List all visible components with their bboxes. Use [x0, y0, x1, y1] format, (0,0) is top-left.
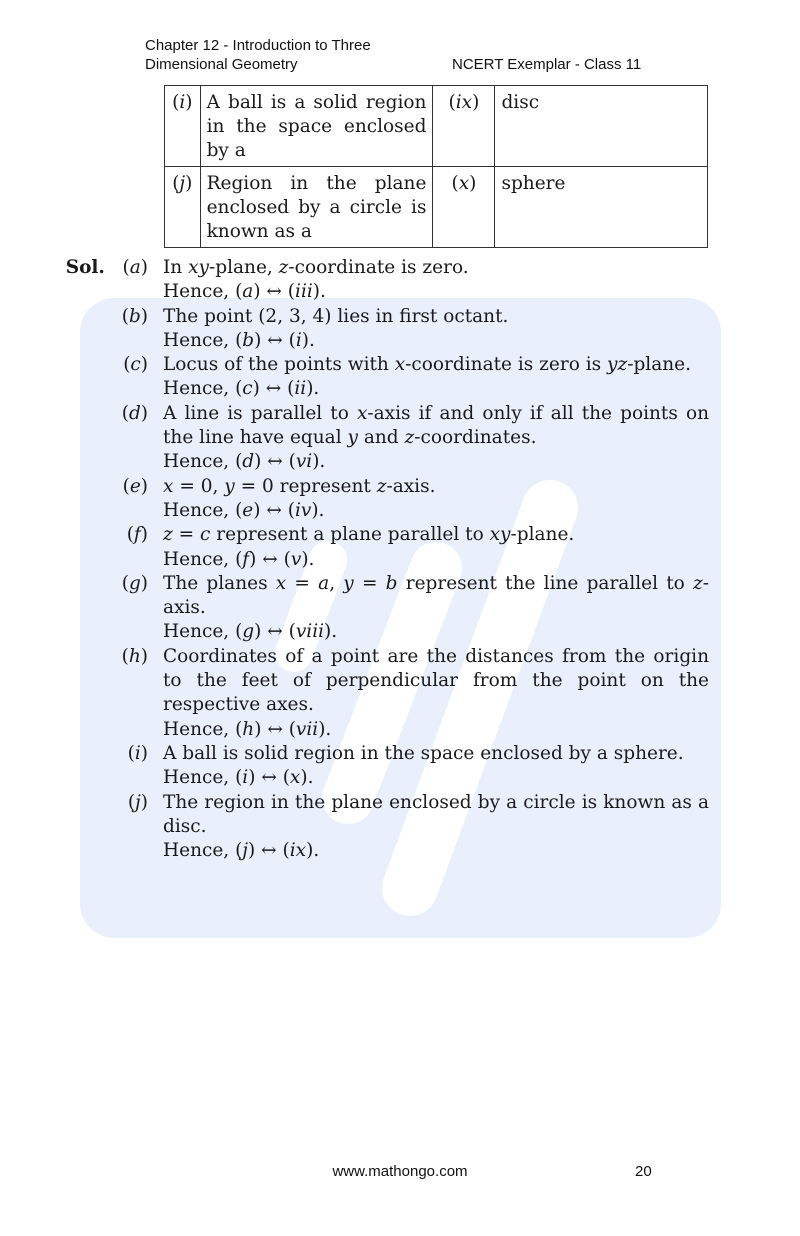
- solution-item-label: (d): [121, 402, 148, 424]
- solution-item-hence: Hence, (a) ↔ (iii).: [163, 281, 326, 303]
- solution-item: [0, 353, 800, 402]
- table-row: [165, 86, 708, 167]
- solution-item-hence: Hence, (i) ↔ (x).: [163, 767, 314, 789]
- footer-url: www.mathongo.com: [332, 1163, 468, 1180]
- solution-item-hence: Hence, (c) ↔ (ii).: [163, 378, 320, 400]
- solution-item-text: In xy-plane, z-coordinate is zero.: [163, 257, 469, 278]
- solution-item-hence: Hence, (h) ↔ (vii).: [163, 718, 332, 740]
- solution-item-hence: Hence, (d) ↔ (vi).: [163, 451, 326, 473]
- solution-item-text: A line is parallel to x-axis if and only if all the points on the line have equal y and z-coordinates.: [163, 402, 709, 449]
- solution-item: [0, 791, 800, 864]
- solution-item-text: The point (2, 3, 4) lies in first octant.: [163, 305, 509, 327]
- chapter-title-line2: Dimensional Geometry: [145, 56, 298, 73]
- solution-item-hence: Hence, (j) ↔ (ix).: [163, 840, 320, 862]
- solution-item-label: (g): [121, 572, 148, 594]
- solution-item-label: (f): [126, 524, 148, 546]
- solution-item: [0, 572, 800, 645]
- solution-item: [0, 256, 800, 305]
- row-answer-index: (ix): [433, 86, 495, 167]
- row-answer-index: (x): [433, 167, 495, 248]
- row-answer: disc: [495, 86, 708, 167]
- row-index: (i): [165, 86, 201, 167]
- solution-item-label: (j): [127, 791, 148, 813]
- solution-item: [0, 305, 800, 354]
- chapter-title-line1: Chapter 12 - Introduction to Three: [145, 37, 371, 54]
- solution-item-text: A ball is solid region in the space enclosed by a sphere.: [163, 742, 684, 764]
- solution-item-text: z = c represent a plane parallel to xy-plane.: [163, 524, 575, 546]
- solution-item: [0, 742, 800, 791]
- solution-item-label: (h): [121, 645, 148, 667]
- row-statement: A ball is a solid region in the space enclosed by a: [200, 86, 433, 167]
- solution-item: [0, 523, 800, 572]
- solution-item-hence: Hence, (b) ↔ (i).: [163, 329, 315, 351]
- solution-label: Sol.: [65, 257, 105, 278]
- solution-item-text: Coordinates of a point are the distances from the origin to the feet of perpendicular from the point on the respective axes.: [163, 645, 709, 716]
- solution-block: [0, 256, 800, 863]
- solution-item-hence: Hence, (e) ↔ (iv).: [163, 499, 325, 521]
- row-index: (j): [165, 167, 201, 248]
- solution-item-label: (c): [123, 354, 148, 376]
- page-header-book: NCERT Exemplar - Class 11: [452, 56, 642, 73]
- matching-table: [164, 85, 708, 248]
- row-answer: sphere: [495, 167, 708, 248]
- solution-item-text: x = 0, y = 0 represent z-axis.: [163, 475, 436, 497]
- solution-item-hence: Hence, (g) ↔ (viii).: [163, 621, 338, 643]
- page-header-chapter: [145, 36, 415, 74]
- solution-item-label: (e): [122, 475, 148, 497]
- solution-item: [0, 645, 800, 742]
- table-row: [165, 167, 708, 248]
- solution-item-label: (i): [127, 742, 148, 764]
- solution-item-label: Sol. (a): [65, 257, 148, 278]
- solution-item-text: The planes x = a, y = b represent the line parallel to z-axis.: [163, 572, 710, 619]
- solution-item-hence: Hence, (f) ↔ (v).: [163, 548, 315, 570]
- solution-item-text: Locus of the points with x-coordinate is zero is yz-plane.: [163, 354, 692, 376]
- solution-item-label: (b): [121, 305, 148, 327]
- row-statement: Region in the plane enclosed by a circle is known as a: [200, 167, 433, 248]
- page-number: 20: [635, 1163, 652, 1180]
- solution-item-text: The region in the plane enclosed by a circle is known as a disc.: [163, 791, 709, 837]
- solution-item: [0, 475, 800, 524]
- solution-item: [0, 402, 800, 475]
